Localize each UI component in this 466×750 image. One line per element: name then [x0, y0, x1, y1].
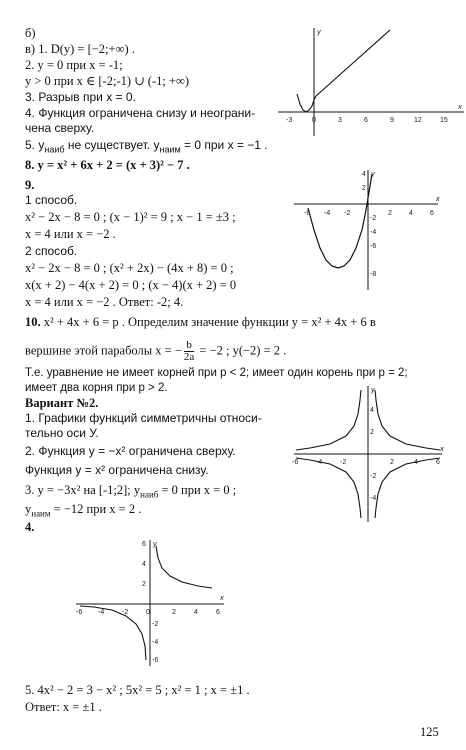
graph-4-xtick: 6 — [216, 609, 220, 616]
graph-4-xtick: -2 — [122, 609, 129, 616]
item-b-label: б) — [25, 26, 36, 40]
graph-4-xlabel: x — [220, 593, 224, 602]
graph-1-tick: 3 — [338, 117, 342, 124]
extremum-middle: не существует. y — [64, 138, 160, 152]
bounded-line-1: 4. Функция ограничена снизу и неограни- — [25, 106, 256, 120]
domain-line: в) 1. D(y) = [−2;+∞) . — [25, 42, 135, 56]
graph-3-ytick: 2 — [370, 429, 374, 436]
bounded-line-2: чена сверху. — [25, 121, 95, 135]
graph-2 — [290, 168, 450, 293]
variant-2-heading: Вариант №2. — [25, 396, 99, 410]
graph-3 — [290, 384, 450, 524]
graph-4 — [72, 538, 232, 668]
graph-2-xtick: -4 — [324, 210, 331, 217]
extremum-line — [25, 138, 268, 157]
v2-task-3-sub: наиб — [140, 489, 159, 500]
graph-4-xtick: -6 — [76, 609, 83, 616]
v2-task-5-line: 5. 4x² − 2 = 3 − x² ; 5x² = 5 ; x² = 1 ; x = ±1 . — [25, 683, 250, 697]
v2-task-4-label: 4. — [25, 520, 35, 534]
graph-2-ytick: -4 — [370, 229, 377, 236]
v2-task-1-line-2: тельно оси У. — [25, 426, 99, 440]
graph-1 — [276, 26, 466, 146]
method-1-answer: x = 4 или x = −2 . — [25, 227, 116, 241]
v2-task-2-line-1: 2. Функция y = −x² ограничена сверху. — [25, 444, 236, 458]
vertex-line — [25, 340, 286, 363]
graph-2-xtick: -6 — [304, 210, 311, 217]
graph-2-xtick: 6 — [430, 210, 434, 217]
method-1-label: 1 способ. — [25, 193, 78, 207]
v2-task-3b-sub: наим — [31, 508, 51, 519]
v2-task-3-line-1 — [25, 483, 236, 503]
graph-3-xtick: -2 — [340, 459, 347, 466]
graph-1-xlabel: x — [458, 102, 462, 111]
graph-2-xtick: 4 — [409, 210, 413, 217]
v2-task-3b-end: = −12 при x = 2 . — [50, 502, 142, 516]
graph-1-tick: -3 — [286, 117, 293, 124]
graph-2-ytick: 2 — [362, 185, 366, 192]
graph-4-xtick: 2 — [172, 609, 176, 616]
v2-task-3-end: = 0 при x = 0 ; — [158, 483, 237, 497]
graph-4-ytick: 2 — [142, 581, 146, 588]
graph-1-ylabel: y — [317, 27, 321, 36]
graph-3-ytick: -4 — [370, 495, 377, 502]
graph-1-tick: 6 — [364, 117, 368, 124]
v2-task-1-line-1: 1. Графики функций симметричны относи- — [25, 411, 262, 425]
graph-3-xtick: 4 — [414, 459, 418, 466]
roots-line-1: Т.е. уравнение не имеет корней при p < 2; имеет один корень при p = 2; — [25, 367, 408, 379]
positive-line: y > 0 при x ∈ [-2;-1) ∪ (-1; +∞) — [25, 74, 190, 88]
zero-line: 2. y = 0 при x = -1; — [25, 58, 123, 72]
graph-3-xtick: -4 — [316, 459, 323, 466]
task-9-label: 9. — [25, 178, 35, 192]
graph-4-ytick: -6 — [152, 657, 159, 664]
extremum-sub-max: наиб — [44, 144, 65, 155]
vertex-fraction-den: 2a — [183, 351, 195, 363]
graph-4-ytick: -4 — [152, 639, 159, 646]
graph-4-ylabel: y — [153, 539, 157, 548]
extremum-end: = 0 при x = −1 . — [180, 138, 268, 152]
discontinuity-line: 3. Разрыв при x = 0. — [25, 90, 136, 104]
graph-1-tick: 15 — [440, 117, 448, 124]
v2-task-3-line-2 — [25, 502, 141, 522]
method-2-factor: x(x + 2) − 4(x + 2) = 0 ; (x − 4)(x + 2) = 0 — [25, 278, 237, 292]
graph-3-xtick: -6 — [292, 459, 299, 466]
graph-3-ylabel: y — [371, 385, 375, 394]
graph-2-ytick: 4 — [362, 171, 366, 178]
method-2-answer: x = 4 или x = −2 . Ответ: -2; 4. — [25, 295, 184, 309]
method-1-eq: x² − 2x − 8 = 0 ; (x − 1)² = 9 ; x − 1 = ±3 ; — [25, 210, 236, 224]
graph-4-xtick: -4 — [98, 609, 105, 616]
task-10-text: x² + 4x + 6 = p . Определим значение функции y = x² + 4x + 6 в — [40, 315, 376, 329]
roots-line-2: имеет два корня при p > 2. — [25, 382, 168, 394]
method-2-eq: x² − 2x − 8 = 0 ; (x² + 2x) − (4x + 8) = 0 ; — [25, 261, 234, 275]
graph-4-ytick: -2 — [152, 621, 159, 628]
v2-task-2-line-2: Функция y = x² ограничена снизу. — [25, 463, 209, 477]
task-10-line — [25, 315, 376, 330]
vertex-fraction — [184, 340, 194, 363]
graph-3-ytick: -2 — [370, 473, 377, 480]
task-10-number: 10. — [25, 315, 41, 329]
graph-3-ytick: 4 — [370, 407, 374, 414]
page-number: 125 — [420, 725, 439, 739]
graph-4-xtick: 0 — [146, 609, 150, 616]
graph-4-ytick: 6 — [142, 541, 146, 548]
graph-4-ytick: 4 — [142, 561, 146, 568]
graph-3-xtick: 6 — [436, 459, 440, 466]
extremum-y: 5. y — [25, 138, 45, 152]
graph-2-xlabel: x — [436, 194, 440, 203]
vertex-fraction-num: b — [184, 340, 194, 352]
graph-2-xtick: -2 — [344, 210, 351, 217]
graph-4-xtick: 4 — [194, 609, 198, 616]
graph-1-tick: 9 — [390, 117, 394, 124]
graph-2-ytick: -8 — [370, 271, 377, 278]
graph-2-ytick: -2 — [370, 215, 377, 222]
graph-1-tick: 12 — [414, 117, 422, 124]
v2-task-3b-y: y — [25, 502, 32, 516]
task-8-line: 8. y = x² + 6x + 2 = (x + 3)² − 7 . — [25, 158, 190, 172]
graph-3-xtick: 2 — [390, 459, 394, 466]
answer-line: Ответ: x = ±1 . — [25, 700, 102, 714]
graph-2-xtick: 2 — [388, 210, 392, 217]
graph-2-ytick: -6 — [370, 243, 377, 250]
v2-task-3-text: 3. y = −3x² на [-1;2]; y — [25, 483, 141, 497]
extremum-sub-min: наим — [159, 144, 181, 155]
vertex-text-a: вершине этой параболы x = − — [25, 343, 182, 358]
graph-1-tick: 0 — [312, 117, 316, 124]
graph-3-xlabel: x — [440, 444, 444, 453]
method-2-label: 2 способ. — [25, 244, 78, 258]
graph-2-ylabel: y — [371, 169, 375, 178]
vertex-text-b: = −2 ; y(−2) = 2 . — [196, 343, 287, 358]
